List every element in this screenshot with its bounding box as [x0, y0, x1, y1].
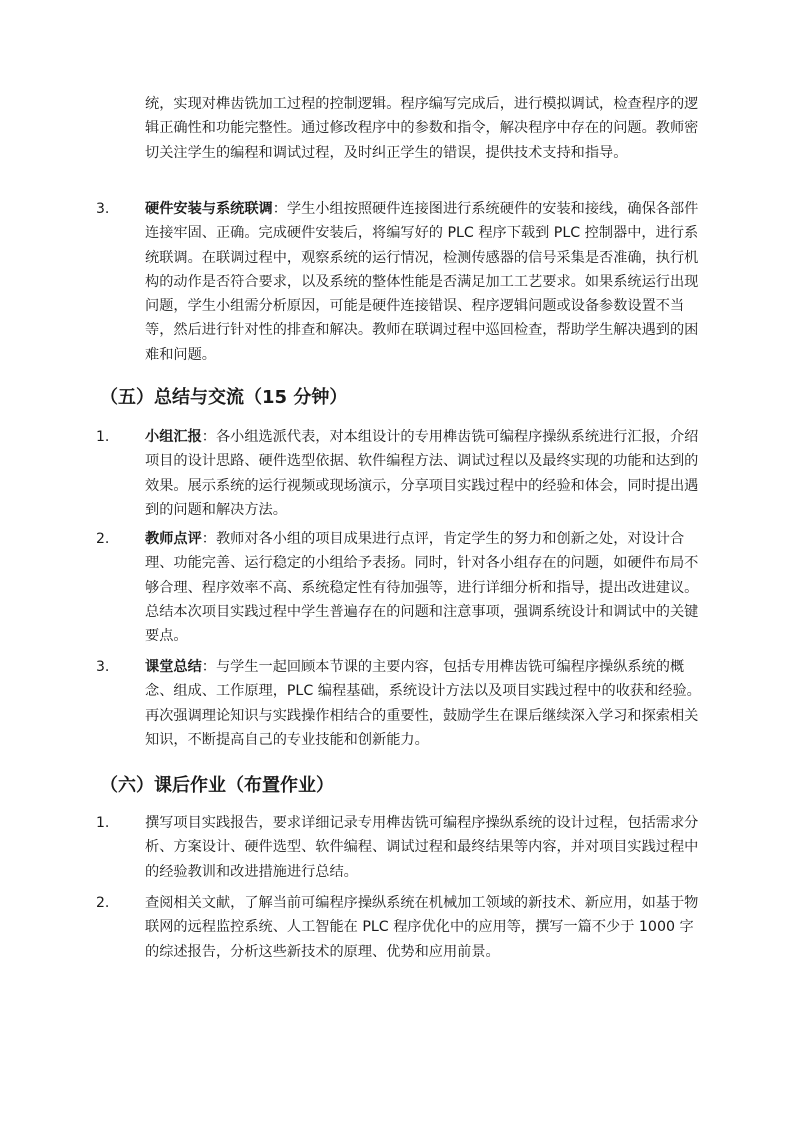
item-text: ：与学生一起回顾本节课的主要内容，包括专用榫齿铣可编程序操纵系统的概念、组成、工作原理，PLC 编程基础，系统设计方法以及项目实践过程中的收获和经验。再次强调理论知识与实践操作相结合的重要性，鼓励学生在课后继续深入学习和探索相关知识，不断提高自己的专业技能和创新能力。: [145, 659, 701, 748]
list-number: 2.: [96, 531, 110, 547]
list-item-hardware-install: [145, 197, 705, 367]
list-item-project-report: 撰写项目实践报告，要求详细记录专用榫齿铣可编程序操纵系统的设计过程，包括需求分析、方案设计、硬件选型、软件编程、调试过程和最终结果等内容，并对项目实践过程中的经验教训和改进措施进行总结。: [145, 815, 699, 880]
continuation-paragraph: 统，实现对榫齿铣加工过程的控制逻辑。程序编写完成后，进行模拟调试，检查程序的逻辑正确性和功能完整性。通过修改程序中的参数和指令，解决程序中存在的问题。教师密切关注学生的编程和调试过程，及时纠正学生的错误，提供技术支持和指导。: [145, 96, 699, 161]
item-text: ：学生小组按照硬件连接图进行系统硬件的安装和接线，确保各部件连接牢固、正确。完成硬件安装后，将编写好的 PLC 程序下载到 PLC 控制器中，进行系统联调。在联调过程中，观察系统的运行情况，检测传感器的信号采集是否准确，执行机构的动作是否符合要求，以及系统的整体性能是否满足加工工艺要求。如果系统运行出现问题，学生小组需分析原因，可能是硬件连接错误、程序逻辑问题或设备参数设置不当等，然后进行针对性的排查和解决。教师在联调过程中巡回检查，帮助学生解决遇到的困难和问题。: [145, 201, 699, 363]
list-item-class-summary: [145, 655, 705, 752]
list-number: 1.: [96, 815, 110, 831]
section-heading-summary: （五）总结与交流（15 分钟）: [100, 387, 348, 408]
list-item-teacher-review: [145, 527, 705, 648]
list-item-group-report: [145, 425, 705, 522]
item-label: 小组汇报: [145, 429, 202, 445]
section-heading-homework: （六）课后作业（布置作业）: [100, 775, 334, 796]
item-label: 硬件安装与系统联调: [145, 201, 273, 217]
list-number: 2.: [96, 895, 110, 911]
item-text: ：教师对各小组的项目成果进行点评，肯定学生的努力和创新之处，对设计合理、功能完善、运行稳定的小组给予表扬。同时，针对各小组存在的问题，如硬件布局不够合理、程序效率不高、系统稳定性有待加强等，进行详细分析和指导，提出改进建议。总结本次项目实践过程中学生普遍存在的问题和注意事项，强调系统设计和调试中的关键要点。: [145, 531, 699, 645]
item-label: 教师点评: [145, 531, 202, 547]
list-item-literature-review: 查阅相关文献，了解当前可编程序操纵系统在机械加工领域的新技术、新应用，如基于物联网的远程监控系统、人工智能在 PLC 程序优化中的应用等，撰写一篇不少于 1000 字的综述报告，分析这些新技术的原理、优势和应用前景。: [145, 895, 699, 960]
list-number: 3.: [96, 659, 110, 675]
item-label: 课堂总结: [145, 659, 202, 675]
list-number: 3.: [96, 201, 110, 217]
list-number: 1.: [96, 429, 110, 445]
item-text: ：各小组选派代表，对本组设计的专用榫齿铣可编程序操纵系统进行汇报，介绍项目的设计思路、硬件选型依据、软件编程方法、调试过程以及最终实现的功能和达到的效果。展示系统的运行视频或现场演示，分享项目实践过程中的经验和体会，同时提出遇到的问题和解决方法。: [145, 429, 699, 518]
